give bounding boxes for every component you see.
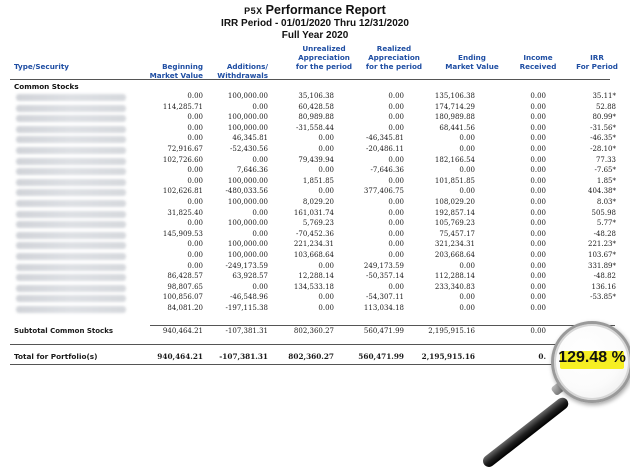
table-cell: 86,428.57 (167, 272, 203, 281)
col-ending (440, 53, 504, 89)
column-header-line: Appreciation (368, 53, 420, 62)
column-header-line: for the period (295, 62, 353, 71)
col-irr (570, 53, 624, 89)
table-cell: 0.00 (459, 144, 475, 153)
table-cell: 0.00 (318, 293, 334, 302)
security-name-redacted (16, 126, 126, 133)
table-row (0, 198, 630, 209)
table-cell: 80,989.88 (298, 113, 334, 122)
table-cell: 0.00 (530, 261, 546, 270)
security-name-redacted (16, 158, 126, 165)
table-cell: 0.00 (530, 272, 546, 281)
security-name-redacted (16, 264, 126, 271)
table-cell: 102,626.81 (162, 187, 203, 196)
table-row (0, 166, 630, 177)
security-name-redacted (16, 105, 126, 112)
table-cell: 134,533.18 (293, 282, 334, 291)
table-cell: 0.00 (530, 303, 546, 312)
table-cell: -70,452.36 (296, 229, 334, 238)
table-cell: -31,558.44 (296, 123, 334, 132)
column-header-line: For Period (576, 62, 618, 71)
subtotal-label: Subtotal Common Stocks (14, 327, 114, 335)
column-header-line: Additions/ (226, 62, 268, 71)
table-cell: 0.00 (530, 282, 546, 291)
magnified-irr-value: 129.48 % (558, 349, 626, 366)
table-cell: 0.00 (530, 240, 546, 249)
report-year: Full Year 2020 (281, 30, 349, 41)
table-row (0, 209, 630, 220)
table-cell: 0.00 (530, 155, 546, 164)
table-cell: 100,000.00 (227, 197, 268, 206)
table-cell: 0.00 (187, 176, 203, 185)
table-cell: -48.28 (593, 229, 616, 238)
table-cell: 0.00 (187, 197, 203, 206)
table-cell: 60,428.58 (298, 102, 334, 111)
table-cell: 0.00 (187, 250, 203, 259)
table-cell: 0.00 (459, 187, 475, 196)
table-cell: 0.00 (459, 134, 475, 143)
table-cell: 221,234.31 (293, 240, 334, 249)
column-header-line: Type/Security (14, 62, 69, 71)
table-cell: 0.00 (187, 219, 203, 228)
table-row (0, 103, 630, 114)
report-title (0, 3, 630, 17)
security-name-redacted (16, 253, 126, 260)
table-row (0, 219, 630, 230)
table-cell: 0.00 (530, 92, 546, 100)
table-cell: 0.00 (252, 229, 268, 238)
table-cell: 377,406.75 (363, 187, 404, 196)
security-name-redacted (16, 285, 126, 292)
table-cell: 0.00 (459, 261, 475, 270)
table-cell: 0.00 (388, 155, 404, 164)
table-cell: 136.16 (591, 282, 616, 291)
table-cell: 0.00 (318, 134, 334, 143)
security-name-redacted (16, 232, 126, 239)
table-cell: 221.23* (588, 240, 616, 249)
table-row (0, 272, 630, 283)
table-cell: 100,000.00 (227, 123, 268, 132)
table-cell: 135,106.38 (434, 92, 475, 100)
table-cell: 103.67* (588, 250, 616, 259)
table-cell: 174,714.29 (434, 102, 475, 111)
column-header-line: Appreciation (298, 53, 350, 62)
security-name-redacted (16, 200, 126, 207)
table-cell: -50,357.14 (366, 272, 404, 281)
table-cell: 105,769.23 (434, 219, 475, 228)
table-row (0, 187, 630, 198)
column-header-line: Market Value (149, 71, 203, 80)
table-cell: 0.00 (459, 303, 475, 312)
table-cell: 0.00 (388, 176, 404, 185)
report-period: IRR Period - 01/01/2020 Thru 12/31/2020 (221, 18, 409, 29)
table-cell: 802,360.27 (293, 327, 334, 335)
table-cell: 560,471.99 (358, 352, 404, 361)
table-cell: 182,166.54 (434, 155, 475, 164)
holdings-table (0, 92, 630, 314)
table-cell: 0.00 (187, 134, 203, 143)
column-header-line: for the period (365, 62, 423, 71)
total-rule-top (10, 344, 615, 345)
magnifier-lens (551, 321, 630, 403)
table-cell: 0.00 (187, 92, 203, 100)
table-cell: 321,234.31 (434, 240, 475, 249)
table-cell: 0.00 (318, 303, 334, 312)
column-header-line: IRR (590, 53, 604, 62)
table-cell: 80.99* (592, 113, 616, 122)
section-label: Common Stocks (14, 82, 79, 91)
table-row (0, 230, 630, 241)
security-name-redacted (16, 136, 126, 143)
table-cell: 249,173.59 (363, 261, 404, 270)
table-row (0, 177, 630, 188)
table-cell: 0.00 (459, 293, 475, 302)
table-cell: 0.00 (388, 240, 404, 249)
security-name-redacted (16, 306, 126, 313)
table-cell: 0.00 (388, 282, 404, 291)
security-name-redacted (16, 295, 126, 302)
table-cell: 98,807.65 (167, 282, 203, 291)
column-header-line: Beginning (162, 62, 203, 71)
table-cell: 0.00 (530, 176, 546, 185)
table-cell: 100,856.07 (162, 293, 203, 302)
table-cell: 0.00 (530, 197, 546, 206)
security-name-redacted (16, 94, 126, 101)
table-cell: 8.03* (596, 197, 616, 206)
table-cell: 113,034.18 (363, 303, 404, 312)
table-cell: 5,769.23 (302, 219, 334, 228)
column-header-line: Realized (376, 44, 412, 53)
total-row (0, 352, 630, 364)
table-cell: -46.35* (590, 134, 616, 143)
table-cell: 77.33 (595, 155, 616, 164)
table-cell: -54,307.11 (366, 293, 404, 302)
table-cell: -7,646.36 (370, 166, 404, 175)
table-row (0, 156, 630, 167)
table-cell: 46,345.81 (232, 134, 268, 143)
table-cell: 0.00 (187, 123, 203, 132)
magnifier-handle (481, 395, 571, 469)
table-cell: 1.85* (596, 176, 616, 185)
table-row (0, 262, 630, 273)
table-cell: 560,471.99 (363, 327, 404, 335)
brand-logo: P5X (244, 6, 263, 16)
table-cell: 12,288.14 (298, 272, 334, 281)
table-cell: -46,345.81 (366, 134, 404, 143)
table-cell: -7.65* (594, 166, 616, 175)
total-label: Total for Portfolio(s) (14, 352, 98, 361)
table-cell: 108,029.20 (434, 197, 475, 206)
table-cell: 5.77* (596, 219, 616, 228)
table-cell: 0.00 (318, 261, 334, 270)
table-cell: 802,360.27 (288, 352, 334, 361)
table-cell: -28.10* (590, 144, 616, 153)
security-name-redacted (16, 179, 126, 186)
table-cell: 0.00 (530, 250, 546, 259)
table-cell: 100,000.00 (227, 240, 268, 249)
column-header-line: Withdrawals (217, 71, 268, 80)
table-cell: 84,081.20 (167, 303, 203, 312)
col-unrealized (292, 44, 356, 80)
table-cell: -53.85* (590, 293, 616, 302)
table-cell: -20,486.11 (366, 144, 404, 153)
table-cell: 75,457.17 (439, 229, 475, 238)
table-cell: 0.00 (318, 144, 334, 153)
table-row (0, 293, 630, 304)
table-cell: 0.00 (388, 250, 404, 259)
table-cell: 63,928.57 (232, 272, 268, 281)
table-cell: 940,464.21 (157, 352, 203, 361)
table-cell: 2,195,915.16 (421, 352, 475, 361)
table-cell: -107,381.31 (225, 327, 268, 335)
table-cell: 0.00 (530, 144, 546, 153)
table-cell: 404.38* (588, 187, 616, 196)
table-cell: 331.89* (588, 261, 616, 270)
table-cell: 0.00 (187, 261, 203, 270)
table-cell: 940,464.21 (162, 327, 203, 335)
table-cell: 102,726.60 (162, 155, 203, 164)
security-name-redacted (16, 115, 126, 122)
table-cell: 0.00 (530, 102, 546, 111)
security-name-redacted (16, 189, 126, 196)
table-row (0, 304, 630, 315)
column-header-line: Unrealized (302, 44, 346, 53)
table-cell: 100,000.00 (227, 219, 268, 228)
table-cell: 0.00 (388, 219, 404, 228)
table-cell: 0.00 (388, 197, 404, 206)
table-cell: 35.11* (592, 92, 616, 100)
table-cell: 35,106.38 (298, 92, 334, 100)
table-cell: 7,646.36 (236, 166, 268, 175)
table-cell: 2,195,915.16 (428, 327, 475, 335)
table-cell: 100,000.00 (227, 176, 268, 185)
table-cell: 0.00 (530, 219, 546, 228)
subtotal-rule (150, 325, 615, 326)
column-header-line: Market Value (445, 62, 499, 71)
table-cell: 100,000.00 (227, 250, 268, 259)
total-rule-bottom (10, 364, 615, 365)
table-row (0, 124, 630, 135)
table-cell: 0.00 (388, 123, 404, 132)
table-cell: 0.00 (530, 229, 546, 238)
table-cell: 101,851.85 (434, 176, 475, 185)
security-name-redacted (16, 274, 126, 281)
column-header-line: Ending (458, 53, 486, 62)
table-cell: -480,033.56 (225, 187, 268, 196)
table-cell: 0.00 (388, 113, 404, 122)
table-cell: 31,825.40 (167, 208, 203, 217)
table-cell: 0.00 (530, 166, 546, 175)
table-cell: 0.00 (388, 208, 404, 217)
header-rule (10, 79, 610, 80)
table-cell: 100,000.00 (227, 113, 268, 122)
table-cell: 0.00 (530, 187, 546, 196)
security-name-redacted (16, 242, 126, 249)
table-cell: 0.00 (530, 113, 546, 122)
table-cell: 1,851.85 (302, 176, 334, 185)
table-cell: 505.98 (591, 208, 616, 217)
table-cell: -107,381.31 (219, 352, 268, 361)
table-cell: 233,340.83 (434, 282, 475, 291)
table-cell: -48.82 (593, 272, 616, 281)
table-cell: 0. (538, 352, 546, 361)
table-row (0, 251, 630, 262)
table-cell: 112,288.14 (434, 272, 475, 281)
table-cell: 0.00 (187, 240, 203, 249)
table-cell: -197,115.38 (225, 303, 268, 312)
table-cell: -31.56* (590, 123, 616, 132)
col-realized (362, 44, 426, 80)
table-cell: 79,439.94 (298, 155, 334, 164)
table-cell: 52.88 (595, 102, 616, 111)
security-name-redacted (16, 221, 126, 228)
security-name-redacted (16, 168, 126, 175)
table-cell: 0.00 (252, 102, 268, 111)
table-cell: 0.00 (388, 229, 404, 238)
table-cell: 68,441.56 (439, 123, 475, 132)
column-header-line: Received (519, 62, 557, 71)
table-cell: 0.00 (252, 282, 268, 291)
table-cell: -249,173.59 (225, 261, 268, 270)
table-row (0, 92, 630, 103)
table-cell: 103,668.64 (293, 250, 334, 259)
table-cell: 114,285.71 (162, 102, 203, 111)
table-row (0, 283, 630, 294)
report-title-text: Performance Report (265, 3, 386, 17)
table-cell: 0.00 (318, 187, 334, 196)
table-cell: 161,031.74 (293, 208, 334, 217)
table-cell: 0.00 (187, 166, 203, 175)
table-cell: 0.00 (388, 102, 404, 111)
security-name-redacted (16, 147, 126, 154)
table-cell: 180,989.88 (434, 113, 475, 122)
table-cell: 0.00 (318, 166, 334, 175)
table-cell: 0.00 (530, 327, 546, 335)
table-row (0, 134, 630, 145)
table-cell: 0.00 (530, 134, 546, 143)
table-cell: 192,857.14 (434, 208, 475, 217)
subtotal-row (0, 327, 630, 339)
table-cell: 0.00 (530, 293, 546, 302)
security-name-redacted (16, 211, 126, 218)
table-cell: -52,430.56 (230, 144, 268, 153)
column-header-line: Income (523, 53, 553, 62)
table-cell: -46,548.96 (230, 293, 268, 302)
table-cell: 0.00 (459, 166, 475, 175)
table-cell: 203,668.64 (434, 250, 475, 259)
table-cell: 0.00 (388, 92, 404, 100)
table-cell: 0.00 (187, 113, 203, 122)
table-cell: 72,916.67 (167, 144, 203, 153)
col-income (510, 53, 566, 89)
table-cell: 100,000.00 (227, 92, 268, 100)
table-cell: 0.00 (530, 208, 546, 217)
table-cell: 0.00 (252, 208, 268, 217)
table-cell: 0.00 (530, 123, 546, 132)
table-cell: 0.00 (252, 155, 268, 164)
table-row (0, 113, 630, 124)
table-cell: 8,029.20 (302, 197, 334, 206)
table-cell: 145,909.53 (162, 229, 203, 238)
table-row (0, 145, 630, 156)
table-row (0, 240, 630, 251)
